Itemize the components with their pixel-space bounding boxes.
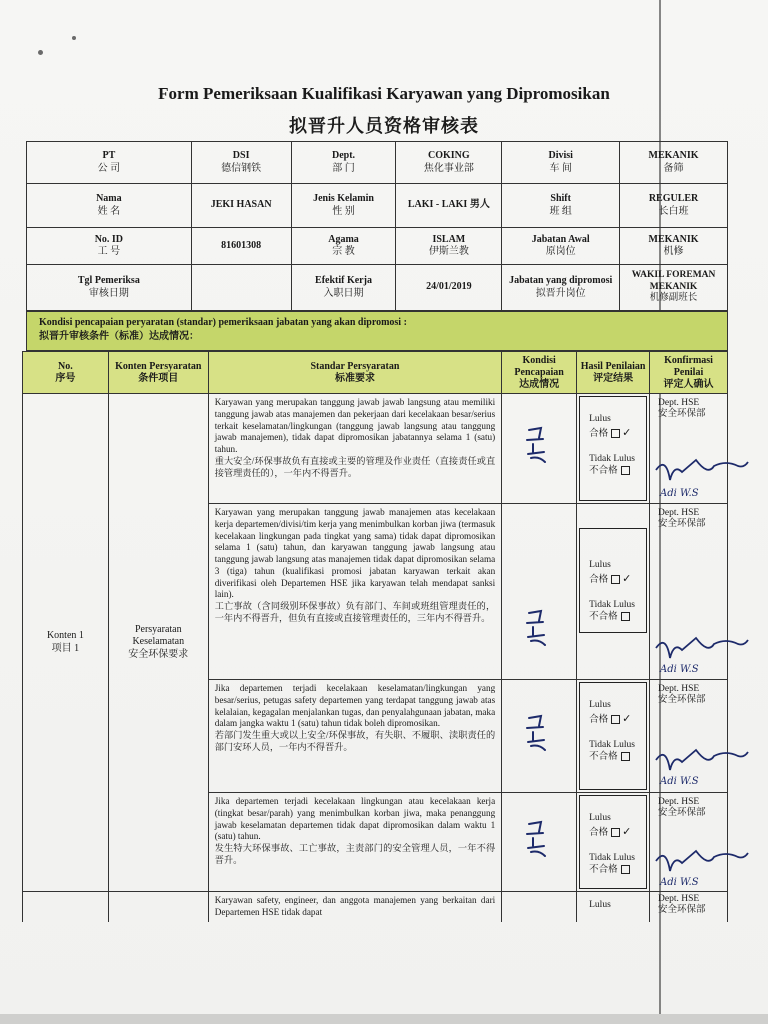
header-kondisi: Kondisi Pencapaian 达成情况 [502,352,577,394]
standard-text-cell: Karyawan safety, engineer, dan anggota manajemen yang berkaitan dari Departemen HSE tidak dapat [208,892,501,922]
hasil-box [579,396,647,501]
tidak-lulus-option: Tidak Lulus 不合格 [589,454,635,476]
table-row [23,892,728,922]
table-row [23,394,728,504]
kondisi-cell [502,394,577,504]
konten-name-cell [108,892,208,922]
jabatan-awal-label: Jabatan Awal 原岗位 [502,228,620,265]
tidak-lulus-checkbox[interactable] [621,752,630,761]
efektif-kerja-label: Efektif Kerja 入职日期 [291,265,396,311]
konfirmasi-cell [650,892,728,922]
lulus-checkbox[interactable] [611,575,620,584]
header-no: No. 序号 [23,352,109,394]
tidak-lulus-checkbox[interactable] [621,612,630,621]
agama-value: ISLAM 伊斯兰教 [396,228,502,265]
pt-label: PT 公 司 [27,142,192,184]
lulus-checkbox[interactable] [611,429,620,438]
hasil-cell [577,793,650,892]
svg-text:Adi W.S: Adi W.S [660,664,699,675]
id-value: 81601308 [191,228,291,265]
lulus-option: Lulus 合格 ✓ [589,414,632,439]
jabatan-promosi-label: Jabatan yang dipromosi 拟晋升岗位 [502,265,620,311]
tgl-pemeriksa-value [191,265,291,311]
header-konfirmasi: Konfirmasi Penilai 评定人确认 [650,352,728,394]
svg-text:Adi W.S: Adi W.S [660,776,699,787]
check-mark-icon: ✓ [622,425,632,439]
konfirmasi-cell [650,504,728,680]
nama-value: JEKI HASAN [191,184,291,228]
tidak-lulus-option: Tidak Lulus 不合格 [589,853,635,875]
konten-number-cell: Konten 1 项目 1 [23,394,109,892]
lulus-checkbox[interactable] [611,828,620,837]
agama-label: Agama 宗 教 [291,228,396,265]
svg-text:Adi W.S: Adi W.S [660,488,699,499]
hasil-cell [577,394,650,504]
punch-mark [38,50,43,55]
check-mark-icon: ✓ [622,824,632,838]
hse-label: Dept. HSE 安全环保部 [658,797,706,819]
standard-text-cell: Jika departemen terjadi kecelakaan lingkungan atau kecelakaan kerja (tingkat besar/parah) yang menimbulkan korban jiwa, maka penanggung jawab keselamatan departemen tidak dapat dipromosikan dalam waktu 1 (satu) tahun. 发生特大环保事故、工亡事故，主责部门的安全管理人员，一年不得晋升。 [208,793,501,892]
confirm-signature [652,450,752,504]
confirm-signature [652,742,752,792]
check-mark-icon: ✓ [622,571,632,585]
kondisi-initial-mark [519,605,559,653]
hse-label: Dept. HSE 安全环保部 [658,684,706,706]
employee-info-table [26,141,728,311]
tidak-lulus-option: Tidak Lulus 不合格 [589,740,635,762]
tidak-lulus-checkbox[interactable] [621,466,630,475]
lulus-option: Lulus 合格 ✓ [589,813,632,838]
lulus-option: Lulus 合格 ✓ [589,700,632,725]
form-title: Form Pemeriksaan Kualifikasi Karyawan yang Dipromosikan [158,84,610,103]
shift-value: REGULER 长白班 [620,184,728,228]
condition-band-text-zh: 拟晋升审核条件（标准）达成情况： [39,330,199,342]
efektif-kerja-value: 24/01/2019 [396,265,502,311]
hasil-cell [577,504,650,680]
requirements-table [22,351,728,922]
svg-text:Adi W.S: Adi W.S [660,877,699,888]
confirm-signature [652,630,752,680]
condition-band-text: Kondisi pencapaian peryaratan (standar) pemeriksaan jabatan yang akan dipromosi : [39,317,407,328]
hse-label: Dept. HSE 安全环保部 [658,508,706,530]
dept-value: COKING 焦化事业部 [396,142,502,184]
konten-name-cell: Persyaratan Keselamatan 安全环保要求 [108,394,208,892]
check-mark-icon: ✓ [622,711,632,725]
standard-text-cell: Karyawan yang merupakan tanggung jawab manajemen atas kecelakaan kerja departemen/divisi/tim kerja yang menimbulkan korban jiwa (termasuk kecelakaan lingkungan pada tingkat yang sama) tidak dapat dipromosikan selama 1 (satu) tahun, dan karyawan tanggung jawab langsung atau tanggung jawab langsung atas manajemen tidak dapat dipromosikan selama 3 (tiga) tahun (kualifikasi promosi jabatan karyawan terkait akan diverifikasi oleh Departemen HSE jika karyawan telah mendapat sanksi lain). 工亡事故（含同级别环保事故）负有部门、车间或班组管理责任的，一年内不得晋升，但负有直接或直接管理责任的，三年内不得晋升。 [208,504,501,680]
jenis-kelamin-label: Jenis Kelamin 性 别 [291,184,396,228]
page-bottom-edge [0,1014,768,1024]
pt-value: DSI 德信钢铁 [191,142,291,184]
kondisi-cell [502,892,577,922]
tgl-pemeriksa-label: Tgl Pemeriksa 审核日期 [27,265,192,311]
shift-label: Shift 班 组 [502,184,620,228]
header-konten: Konten Persyaratan 条件项目 [108,352,208,394]
kondisi-initial-mark [519,816,559,864]
divisi-value: MEKANIK 备筛 [620,142,728,184]
dept-label: Dept. 部 门 [291,142,396,184]
tidak-lulus-checkbox[interactable] [621,865,630,874]
nama-label: Nama 姓 名 [27,184,192,228]
punch-mark [72,36,76,40]
kondisi-cell [502,504,577,680]
jabatan-awal-value: MEKANIK 机修 [620,228,728,265]
hse-label: Dept. HSE 安全环保部 [658,894,706,916]
condition-band [26,311,728,351]
kondisi-cell [502,793,577,892]
hasil-box [579,682,647,790]
divisi-label: Divisi 车 间 [502,142,620,184]
lulus-checkbox[interactable] [611,715,620,724]
header-hasil: Hasil Penilaian 评定结果 [577,352,650,394]
id-label: No. ID 工 号 [27,228,192,265]
konfirmasi-cell [650,680,728,793]
standard-text-cell: Karyawan yang merupakan tanggung jawab jawab langsung atau memiliki tanggung jawab atas manajemen dan pekerjaan dari kecelakaan besar/serius terkait keselamatan/lingkungan (tanggung jawab langsung atau tanggung jawab manajemen), tidak dapat dipromosikan jabatannya selama 1 (satu) tahun. 重大安全/环保事故负有直接或主要的管理及作业责任（直接责任或直接管理责任的），一年内不得晋升。 [208,394,501,504]
header-standar: Standar Persyaratan 标准要求 [208,352,501,394]
lulus-option: Lulus [589,900,611,910]
hse-label: Dept. HSE 安全环保部 [658,398,706,420]
jabatan-promosi-value: WAKIL FOREMAN MEKANIK 机修副班长 [620,265,728,311]
confirm-signature [652,843,752,891]
jenis-kelamin-value: LAKI - LAKI 男人 [396,184,502,228]
tidak-lulus-option: Tidak Lulus 不合格 [589,600,635,622]
hasil-cell [577,892,650,922]
form-title-zh: 拟晋升人员资格审核表 [289,116,479,136]
kondisi-initial-mark [519,710,559,758]
kondisi-cell [502,680,577,793]
lulus-option: Lulus 合格 ✓ [589,560,632,585]
konfirmasi-cell [650,394,728,504]
hasil-cell [577,680,650,793]
standard-text-cell: Jika departemen terjadi kecelakaan keselamatan/lingkungan yang besar/serius, petugas safety departemen yang terdapat tanggung jawab atas kelalaian, kegagalan menjalankan tugas, dan penyalahgunaan jabatan, maka dalam jangka waktu 1 (satu) tahun tidak boleh dipromosikan. 若部门发生重大或以上安全/环保事故，有失职、不履职、渎职责任的部门安环人员，一年内不得晋升。 [208,680,501,793]
konfirmasi-cell [650,793,728,892]
konten-number-cell [23,892,109,922]
kondisi-initial-mark [519,422,559,470]
